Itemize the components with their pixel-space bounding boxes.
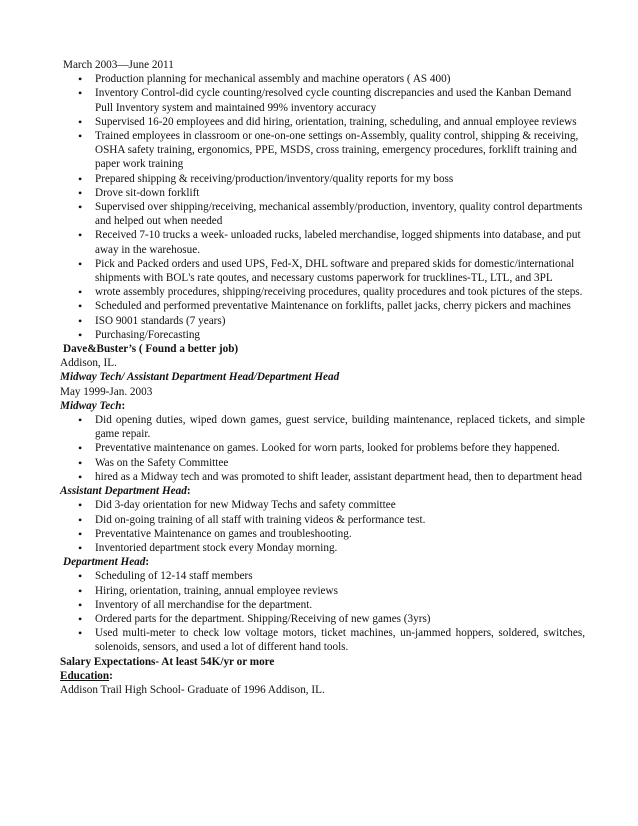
resume-page: [60, 58, 585, 697]
role2-heading-colon: :: [186, 485, 191, 498]
list-item: • Purchasing/Forecasting: [60, 328, 585, 342]
list-item: • Trained employees in classroom or one-on-one settings on-Assembly, quality control, shipping & receiving, OSHA safety training, ergonomics, PPE, MSDS, cross training, emergency procedures, forklift training and paper work training: [60, 129, 585, 172]
list-item: • hired as a Midway tech and was promoted to shift leader, assistant department head, then to department head: [60, 470, 585, 484]
role2-heading: [60, 484, 585, 498]
education-heading: [60, 669, 585, 683]
list-item: • Pick and Packed orders and used UPS, Fed-X, DHL software and prepared skids for domestic/international shipments with BOL's rate qoutes, and necessary customs paperwork for trucklines-TL, LTL, and 3PL: [60, 257, 585, 285]
list-item: • Preventative Maintenance on games and troubleshooting.: [60, 527, 585, 541]
education-heading-colon: :: [109, 669, 113, 682]
list-item: • Prepared shipping & receiving/production/inventory/quality reports for my boss: [60, 172, 585, 186]
list-item: • Did opening duties, wiped down games, guest service, building maintenance, replaced tickets, and simple game repair.: [60, 413, 585, 441]
list-item: • Supervised over shipping/receiving, mechanical assembly/production, inventory, quality control departments and helped out when needed: [60, 200, 585, 228]
list-item: • Inventory Control-did cycle counting/resolved cycle counting discrepancies and used the Kanban Demand Pull Inventory system and maintained 99% inventory accuracy: [60, 86, 585, 114]
list-item: • Scheduled and performed preventative Maintenance on forklifts, pallet jacks, cherry pickers and machines: [60, 299, 585, 313]
education-text: Addison Trail High School- Graduate of 1996 Addison, IL.: [60, 683, 325, 696]
list-item: • Used multi-meter to check low voltage motors, ticket machines, un-jammed hoppers, soldered, switches, solenoids, sensors, and used a lot of different hand tools.: [60, 626, 585, 654]
role3-heading: [60, 555, 585, 569]
list-item: • Did on-going training of all staff with training videos & performance test.: [60, 513, 585, 527]
list-item: • Supervised 16-20 employees and did hiring, orientation, training, scheduling, and annual employee reviews: [60, 115, 585, 129]
list-item: • Received 7-10 trucks a week- unloaded rucks, labeled merchandise, logged shipments into database, and put away in the warehosue.: [60, 228, 585, 256]
role3-heading-text: Department Head: [63, 556, 146, 569]
salary-expectations: Salary Expectations- At least 54K/yr or more: [60, 655, 275, 668]
role3-bullet-list: [60, 569, 585, 654]
role2-bullet-list: [60, 498, 585, 555]
job2-location: Addison, IL.: [60, 357, 117, 370]
list-item: • Drove sit-down forklift: [60, 186, 585, 200]
education-heading-text: Education: [60, 669, 110, 682]
role1-heading: [60, 399, 585, 413]
list-item: • Did 3-day orientation for new Midway Techs and safety committee: [60, 498, 585, 512]
job1-bullet-list: [60, 72, 585, 342]
job2-company: Dave&Buster’s ( Found a better job): [63, 343, 239, 356]
list-item: • Scheduling of 12-14 staff members: [60, 569, 585, 583]
list-item: • Inventoried department stock every Monday morning.: [60, 541, 585, 555]
list-item: • Preventative maintenance on games. Looked for worn parts, looked for problems before they happened.: [60, 441, 585, 455]
role1-heading-colon: :: [121, 399, 126, 412]
list-item: • Inventory of all merchandise for the department.: [60, 598, 585, 612]
role3-heading-colon: :: [145, 556, 150, 569]
role1-heading-text: Midway Tech: [60, 399, 122, 412]
job2-title: Midway Tech/ Assistant Department Head/Department Head: [60, 371, 340, 384]
list-item: • wrote assembly procedures, shipping/receiving procedures, quality procedures and took pictures of the steps.: [60, 285, 585, 299]
role1-bullet-list: [60, 413, 585, 484]
list-item: • Hiring, orientation, training, annual employee reviews: [60, 584, 585, 598]
role2-heading-text: Assistant Department Head: [60, 485, 187, 498]
job2-dates: May 1999-Jan. 2003: [60, 385, 153, 398]
list-item: • Production planning for mechanical assembly and machine operators ( AS 400): [60, 72, 585, 86]
job1-dates: March 2003—June 2011: [63, 59, 174, 71]
list-item: • ISO 9001 standards (7 years): [60, 314, 585, 328]
list-item: • Ordered parts for the department. Shipping/Receiving of new games (3yrs): [60, 612, 585, 626]
list-item: • Was on the Safety Committee: [60, 456, 585, 470]
